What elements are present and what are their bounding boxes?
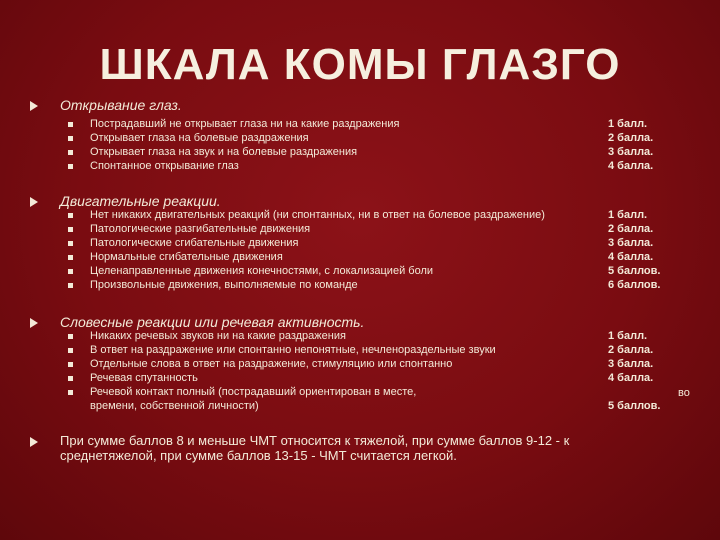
square-bullet-icon xyxy=(68,283,73,288)
score-label: 2 балла. xyxy=(608,132,654,144)
score-label: 3 балла. xyxy=(608,237,654,249)
slide-title: ШКАЛА КОМЫ ГЛАЗГО xyxy=(99,40,621,89)
list-item: Произвольные движения, выполняемые по команде xyxy=(90,279,358,291)
score-label: 1 балл. xyxy=(608,118,648,130)
score-label: 5 баллов. xyxy=(608,400,661,412)
list-item: Спонтанное открывание глаз xyxy=(90,160,239,172)
square-bullet-icon xyxy=(68,150,73,155)
arrow-bullet-icon xyxy=(30,101,38,111)
square-bullet-icon xyxy=(68,255,73,260)
list-item: В ответ на раздражение или спонтанно непонятные, нечленораздельные звуки xyxy=(90,344,496,356)
square-bullet-icon xyxy=(68,376,73,381)
stray-text: во xyxy=(678,387,690,399)
score-label: 2 балла. xyxy=(608,344,654,356)
square-bullet-icon xyxy=(68,362,73,367)
square-bullet-icon xyxy=(68,348,73,353)
list-item: Отдельные слова в ответ на раздражение, стимуляцию или спонтанно xyxy=(90,358,453,370)
list-item: Речевая спутанность xyxy=(90,372,198,384)
list-item: Пострадавший не открывает глаза ни на какие раздражения xyxy=(90,118,400,130)
square-bullet-icon xyxy=(68,164,73,169)
score-label: 4 балла. xyxy=(608,372,654,384)
score-label: 5 баллов. xyxy=(608,265,661,277)
list-item: Целенаправленные движения конечностями, с локализацией боли xyxy=(90,265,434,277)
score-label: 4 балла. xyxy=(608,160,654,172)
square-bullet-icon xyxy=(68,269,73,274)
list-item: Нет никаких двигательных реакций (ни спонтанных, ни в ответ на болевое раздражение) xyxy=(90,209,545,221)
score-label: 1 балл. xyxy=(608,209,648,221)
score-label: 3 балла. xyxy=(608,146,654,158)
arrow-bullet-icon xyxy=(30,437,38,447)
list-item: Открывает глаза на болевые раздражения xyxy=(90,132,309,144)
square-bullet-icon xyxy=(68,390,73,395)
square-bullet-icon xyxy=(68,213,73,218)
square-bullet-icon xyxy=(68,136,73,141)
score-label: 6 баллов. xyxy=(608,279,661,291)
square-bullet-icon xyxy=(68,122,73,127)
arrow-bullet-icon xyxy=(30,318,38,328)
square-bullet-icon xyxy=(68,241,73,246)
score-label: 2 балла. xyxy=(608,223,654,235)
list-item: Речевой контакт полный (пострадавший ориентирован в месте, xyxy=(90,386,417,398)
summary-paragraph: При сумме баллов 8 и меньше ЧМТ относится к тяжелой, при сумме баллов 9-12 - к среднетяжелой, при сумме баллов 13-15 - ЧМТ считается легкой. xyxy=(60,433,570,463)
section-heading-motor: Двигательные реакции. xyxy=(60,193,221,209)
score-label: 4 балла. xyxy=(608,251,654,263)
square-bullet-icon xyxy=(68,227,73,232)
section-heading-eyes: Открывание глаз. xyxy=(60,97,182,113)
list-item-continuation: времени, собственной личности) xyxy=(90,400,259,412)
arrow-bullet-icon xyxy=(30,197,38,207)
list-item: Патологические сгибательные движения xyxy=(90,237,299,249)
list-item: Никаких речевых звуков ни на какие раздражения xyxy=(90,330,346,342)
list-item: Нормальные сгибательные движения xyxy=(90,251,283,263)
section-heading-verbal: Словесные реакции или речевая активность. xyxy=(60,314,365,330)
score-label: 3 балла. xyxy=(608,358,654,370)
list-item: Открывает глаза на звук и на болевые раздражения xyxy=(90,146,358,158)
list-item: Патологические разгибательные движения xyxy=(90,223,311,235)
score-label: 1 балл. xyxy=(608,330,648,342)
square-bullet-icon xyxy=(68,334,73,339)
